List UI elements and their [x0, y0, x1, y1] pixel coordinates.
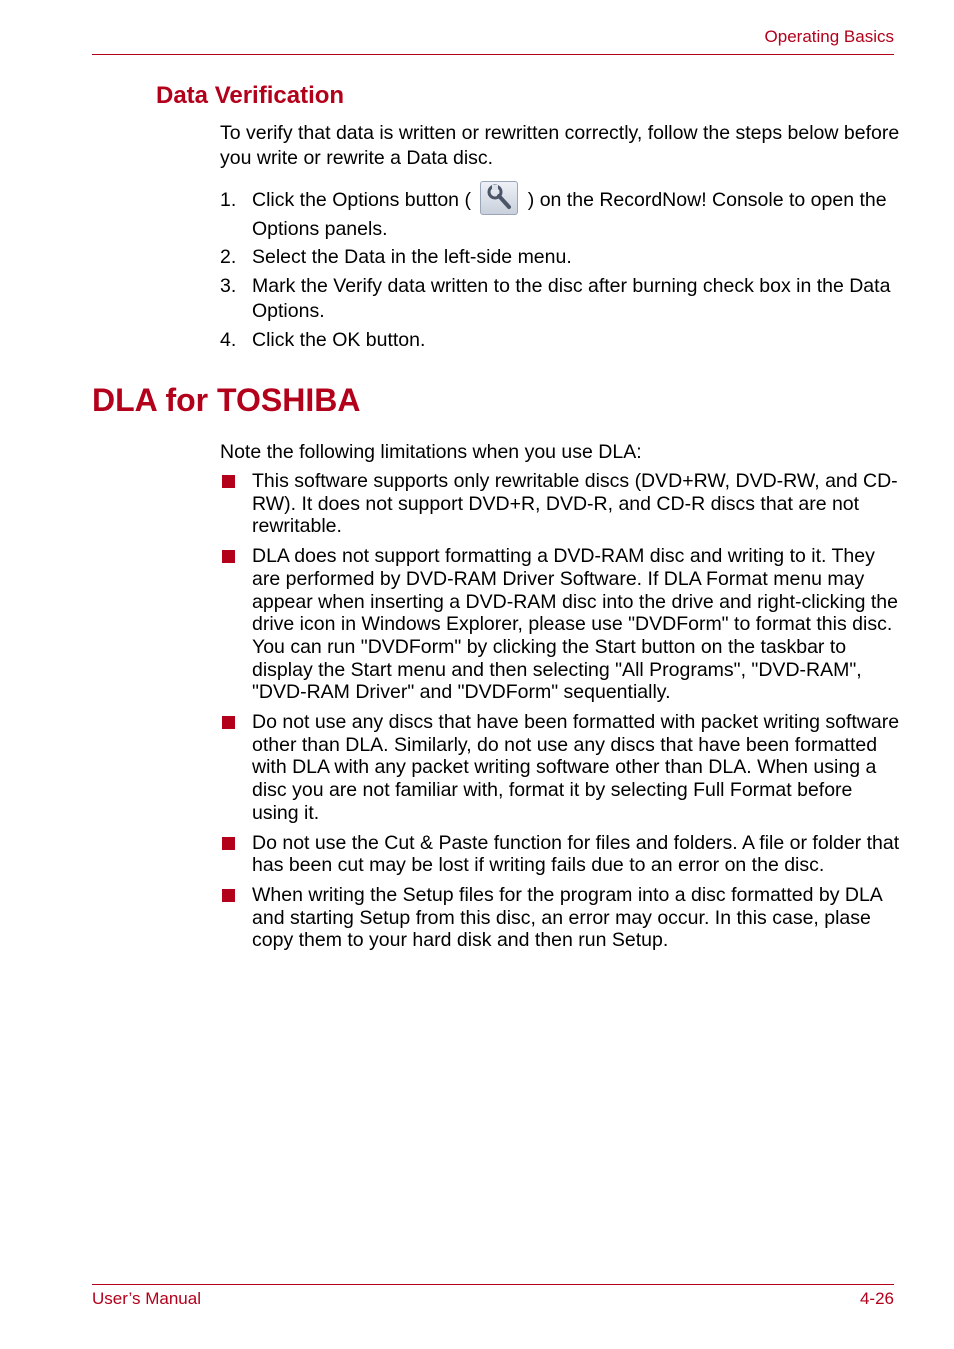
data-verification-intro: To verify that data is written or rewritten correctly, follow the steps below before you write or rewrite a Data disc. [220, 122, 900, 169]
step-item [220, 328, 900, 353]
header-rule [92, 54, 894, 55]
list-item [220, 832, 900, 877]
section-title-dla: DLA for TOSHIBA [92, 382, 361, 418]
step-number: 3. [220, 274, 237, 297]
bullet-text: Do not use the Cut & Paste function for files and folders. A file or folder that has been cut may be lost if writing fails due to an error on the disc. [252, 831, 900, 877]
square-bullet-icon [222, 550, 235, 563]
step-text-after-icon: ) on the RecordNow! Console to open the Options panels. [252, 189, 887, 240]
step-item [220, 186, 900, 243]
footer-manual-title: User’s Manual [92, 1289, 201, 1308]
step-item [220, 245, 900, 270]
step-text: Click the OK button. [252, 328, 426, 351]
square-bullet-icon [222, 837, 235, 850]
verification-steps [220, 186, 900, 357]
list-item [220, 470, 900, 538]
step-number: 4. [220, 328, 237, 351]
dla-note: Note the following limitations when you use DLA: [220, 441, 642, 463]
step-text: Select the Data in the left-side menu. [252, 245, 572, 268]
step-item [220, 274, 900, 324]
dla-limitations-list [220, 470, 900, 959]
bullet-text: When writing the Setup files for the program into a disc formatted by DLA and starting Setup from this disc, an error may occur. In this case, plase copy them to your hard disk and then run Setup. [252, 883, 882, 952]
step-number: 2. [220, 245, 237, 268]
list-item [220, 884, 900, 952]
list-item [220, 711, 900, 825]
page-number: 4-26 [859, 1289, 894, 1308]
square-bullet-icon [222, 475, 235, 488]
square-bullet-icon [222, 889, 235, 902]
square-bullet-icon [222, 716, 235, 729]
options-wrench-icon [480, 181, 518, 215]
section-title-data-verification: Data Verification [156, 82, 345, 109]
bullet-text: This software supports only rewritable discs (DVD+RW, DVD-RW, and CD-RW). It does not support DVD+R, DVD-R, and CD-R discs that are not rewritable. [252, 470, 898, 538]
running-header: Operating Basics [764, 27, 894, 46]
step-text-before-icon: Click the Options button ( [252, 189, 471, 211]
footer-rule [92, 1284, 894, 1285]
step-number: 1. [220, 189, 237, 211]
step-text: Mark the Verify data written to the disc after burning check box in the Data Options. [252, 274, 891, 322]
bullet-text: Do not use any discs that have been formatted with packet writing software other than DLA. Similarly, do not use any discs that have been formatted with DLA with any packet writing software other than DLA. When using a disc you are not familiar with, format it by selecting Full Format before using it. [252, 711, 900, 824]
list-item [220, 545, 900, 704]
bullet-text: DLA does not support formatting a DVD-RAM disc and writing to it. They are performed by DVD-RAM Driver Software. If DLA Format menu may appear when inserting a DVD-RAM disc into the drive and right-clicking the drive icon in Windows Explorer, please use "DVDForm" to format this disc. You can run "DVDForm" by clicking the Start button on the taskbar to display the Start menu and then selecting "All Programs", "DVD-RAM", "DVD-RAM Driver" and "DVDForm" sequentially. [252, 545, 898, 704]
